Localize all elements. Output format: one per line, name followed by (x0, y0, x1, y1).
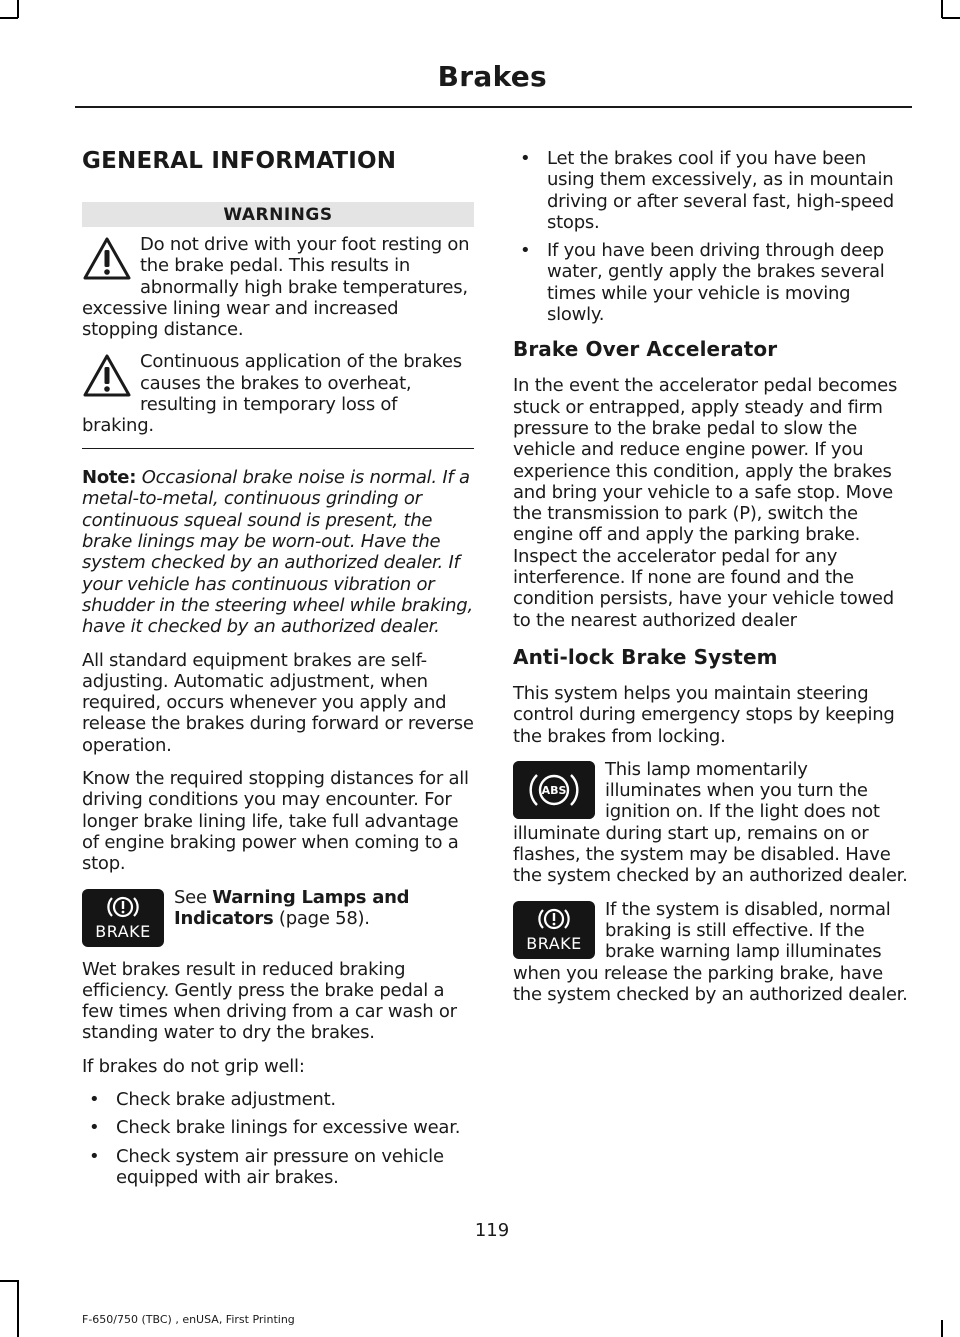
paragraph: Know the required stopping distances for all driving conditions you may encounter. For longer brake lining life, take full advantage of engine braking power when coming to a stop. (82, 768, 469, 875)
footer-text: F-650/750 (TBC) , enUSA, First Printing (82, 1313, 295, 1326)
brake-circle-icon (537, 906, 571, 932)
crop-mark (17, 0, 19, 18)
crop-mark (0, 17, 18, 19)
warning-text: Do not drive with your foot resting on the brake pedal. This results in abnormally high brake temperatures, excessive lining wear and increased stopping distance. (82, 234, 470, 341)
brake-warning-lamp-icon (513, 901, 595, 959)
subsection-title: Brake Over Accelerator (513, 337, 778, 362)
list-item: • Let the brakes cool if you have been using them excessively, as in mountain driving or after several fast, high-speed stops. (513, 148, 908, 233)
header-rule (75, 106, 912, 108)
warnings-end-rule (82, 448, 474, 450)
brake-reference (82, 887, 474, 947)
crop-mark (942, 17, 960, 19)
page-number: 119 (474, 1220, 510, 1241)
list-item: • If you have been driving through deep water, gently apply the brakes several times while your vehicle is moving slowly. (513, 240, 908, 325)
paragraph: If brakes do not grip well: (82, 1055, 305, 1077)
note-paragraph (82, 467, 474, 637)
crop-mark (941, 1320, 943, 1337)
warning-item (82, 234, 474, 340)
crop-mark (17, 1280, 19, 1337)
paragraph: If the system is disabled, normal braking is still effective. If the brake warning lamp illuminates when you release the parking brake, have the system checked by an authorized dealer. (513, 898, 908, 1005)
paragraph: Wet brakes result in reduced braking efficiency. Gently press the brake pedal a few times when driving from a car wash or standing water to dry the brakes. (82, 958, 457, 1044)
abs-warning-lamp-icon (513, 761, 595, 819)
warning-triangle-icon (82, 236, 132, 281)
abs-lamp-item (513, 759, 908, 887)
warning-item (82, 351, 474, 436)
page-header-title: Brakes (437, 60, 547, 93)
abs-lamp-label: ABS (541, 783, 567, 797)
subsection-title: Anti-lock Brake System (513, 644, 778, 669)
warning-lamps-link[interactable]: Warning Lamps and Indicators (174, 886, 410, 929)
paragraph: In the event the accelerator pedal becomes stuck or entrapped, apply steady and firm pressure to the brake pedal to slow the vehicle and reduce engine power. If you experience this condition, apply the brakes and bring your vehicle to a safe stop. Move the transmission to park (P), switch the engine off and apply the parking brake. Inspect the accelerator pedal for any interference. If none are found and the condition persists, have your vehicle towed to the nearest authorized dealer (513, 375, 898, 631)
list-item: • Check system air pressure on vehicle equipped with air brakes. (82, 1146, 474, 1189)
paragraph: This lamp momentarily illuminates when you turn the ignition on. If the light does not illuminate during start up, remains on or flashes, the system may be disabled. Have the system checked by an authorized dealer. (513, 758, 908, 887)
note-text: Occasional brake noise is normal. If a metal-to-metal, continuous grinding or continuous squeal sound is present, the brake linings may be worn-out. Have the system checked by an authorized dealer. If your vehicle has continuous vibration or shudder in the steering wheel while braking, have it checked by an authorized dealer. (82, 467, 473, 638)
brake-lamp-label: BRAKE (95, 921, 151, 941)
see-prefix: See (174, 886, 213, 908)
brake-warning-lamp-icon (82, 889, 164, 947)
list-item: • Check brake linings for excessive wear. (82, 1117, 474, 1138)
paragraph: All standard equipment brakes are self-adjusting. Automatic adjustment, when required, occurs whenever you apply and release the brakes during forward or reverse operation. (82, 649, 474, 756)
list-item: • Check brake adjustment. (82, 1089, 474, 1110)
brake-lamp-label: BRAKE (526, 933, 582, 953)
see-suffix: (page 58). (273, 907, 370, 929)
brake-lamp-item (513, 899, 908, 1005)
note-label: Note: (82, 467, 137, 489)
right-column (513, 148, 908, 1005)
crop-mark (941, 0, 943, 18)
bullet-list (82, 1089, 474, 1188)
warnings-heading: WARNINGS (82, 202, 474, 227)
paragraph: This system helps you maintain steering control during emergency stops by keeping the brakes from locking. (513, 682, 895, 747)
bullet-list (513, 148, 908, 325)
warning-triangle-icon (82, 353, 132, 398)
brake-circle-icon (106, 894, 140, 920)
section-title: GENERAL INFORMATION (82, 148, 397, 174)
crop-mark (0, 1280, 18, 1282)
warning-text: Continuous application of the brakes causes the brakes to overheat, resulting in temporary loss of braking. (82, 351, 462, 437)
left-column (82, 140, 474, 1200)
